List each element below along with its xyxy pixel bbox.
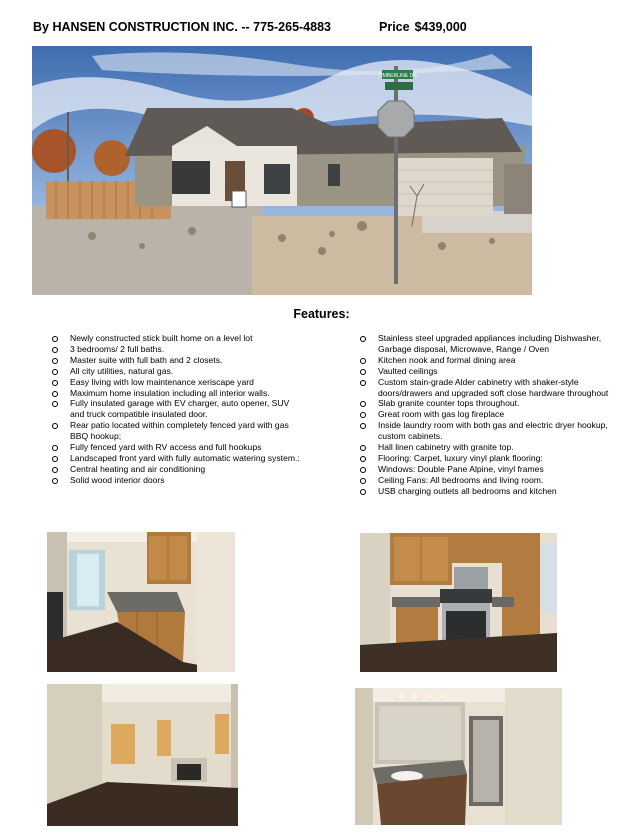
kitchen-photo-left — [47, 532, 235, 672]
features-title: Features: — [293, 307, 350, 321]
list-item: Fully insulated garage with EV charger, auto opener, SUV and truck compatible insulated door. — [52, 398, 304, 420]
list-item: Master suite with full bath and 2 closets. — [52, 355, 304, 366]
list-item: Vaulted ceilings — [360, 366, 610, 377]
list-item: Easy living with low maintenance xeriscape yard — [52, 377, 304, 388]
list-item: Maximum home insulation including all interior walls. — [52, 388, 304, 399]
list-item: Windows: Double Pane Alpine, vinyl frames — [360, 464, 610, 475]
builder-contact: By HANSEN CONSTRUCTION INC. -- 775-265-4883 — [33, 20, 331, 34]
list-item: Newly constructed stick built home on a level lot — [52, 333, 304, 344]
list-item: All city utilities, natural gas. — [52, 366, 304, 377]
list-item: USB charging outlets all bedrooms and kitchen — [360, 486, 610, 497]
living-room-photo — [47, 684, 238, 826]
list-item: Landscaped front yard with fully automatic watering system.: — [52, 453, 304, 464]
kitchen-photo-right — [360, 533, 557, 672]
list-item: Solid wood interior doors — [52, 475, 304, 486]
list-item: Stainless steel upgraded appliances including Dishwasher, Garbage disposal, Microwave, Range / Oven — [360, 333, 610, 355]
listing-header — [33, 20, 633, 38]
exterior-photo — [32, 46, 532, 295]
list-item: Fully fenced yard with RV access and full hookups — [52, 442, 304, 453]
bathroom-photo — [355, 688, 562, 825]
price-value: $439,000 — [414, 20, 467, 34]
list-item: Flooring: Carpet, luxury vinyl plank flooring: — [360, 453, 610, 464]
list-item: 3 bedrooms/ 2 full baths. — [52, 344, 304, 355]
list-item: Kitchen nook and formal dining area — [360, 355, 610, 366]
list-item: Custom stain-grade Alder cabinetry with shaker-style doors/drawers and upgraded soft close hardware throughout — [360, 377, 610, 399]
price-label: Price — [379, 20, 410, 34]
features-list-right — [360, 333, 610, 497]
list-item: Inside laundry room with both gas and electric dryer hookup, custom cabinets. — [360, 420, 610, 442]
list-item: Central heating and air conditioning — [52, 464, 304, 475]
list-item: Ceiling Fans: All bedrooms and living room. — [360, 475, 610, 486]
list-item: Hall linen cabinetry with granite top. — [360, 442, 610, 453]
street-sign-text: TIMBERLINE DR — [378, 73, 417, 79]
features-list-left — [52, 333, 304, 486]
list-item: Rear patio located within completely fenced yard with gas BBQ hookup; — [52, 420, 304, 442]
listing-price — [379, 20, 467, 34]
list-item: Great room with gas log fireplace — [360, 409, 610, 420]
list-item: Slab granite counter tops throughout. — [360, 398, 610, 409]
